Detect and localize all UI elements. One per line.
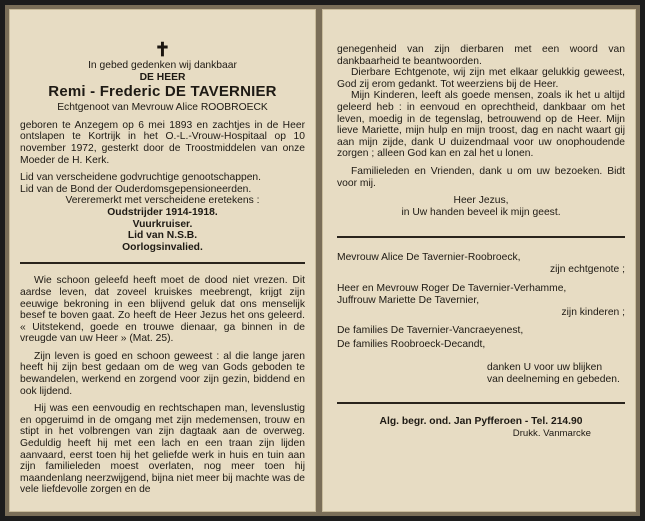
deceased-name: Remi - Frederic DE TAVERNIER	[48, 83, 277, 101]
de-heer-line: DE HEER	[139, 71, 186, 83]
mourner-2: Heer en Mevrouw Roger De Tavernier-Verhamme,	[337, 282, 567, 294]
paragraph-continued: genegenheid van zijn dierbaren met een woord van dankbaarheid te beantwoorden.	[337, 44, 625, 67]
memorial-card	[5, 5, 640, 516]
honor-item: Oorlogsinvalied.	[122, 241, 203, 253]
mourner-3: Juffrouw Mariette De Tavernier,	[337, 295, 480, 307]
mourner-1: Mevrouw Alice De Tavernier-Roobroeck,	[337, 252, 521, 264]
thanks-line-2: van deelneming en gebeden.	[487, 374, 620, 386]
paragraph-1: Wie schoon geleefd heeft moet de dood niet vrezen. Dit aardse leven, dat zoveel kruiskes meebrengt, krijgt zijn eeuwige bekroning in een blijvend geluk dat ons menselijk besef te boven gaat. Zo heeft de Heer Jezus het ons geleerd. « Uitstekend, goede en trouwe dienaar, ga binnen in de vreugde van uw Heer » (Mat. 25).	[20, 275, 305, 345]
paragraph-children: Mijn Kinderen, leeft als goede mensen, zoals ik het u altijd geleerd heb : in eenvoud en oprechtheid, dankbaar om het leven, moedig in de tegenslag, betrouwend op de Heer. Mijn lieve Mariette, mijn hulp en mijn troost, dag en nacht waart gij aan mijn zijde, dank U duizendmaal voor uw onophoudende zorgen ; alleen God kan en zal het u lonen.	[337, 90, 625, 160]
prayer-line-1: Heer Jezus,	[453, 195, 509, 207]
paragraph-2: Zijn leven is goed en schoon geweest : al die lange jaren heeft hij zijn best gedaan om de weg van Gods geboden te bewandelen, werkend en zorgend voor zijn gezin, biddend en ook lijdend.	[20, 350, 305, 397]
divider-rule	[337, 236, 625, 238]
membership-2: Lid van de Bond der Ouderdomsgepensioneerden.	[20, 183, 252, 195]
divider-rule	[20, 262, 305, 264]
birth-death-paragraph: geboren te Anzegem op 6 mei 1893 en zachtjes in de Heer ontslapen te Kortrijk in het O.-L.-Vrouw-Hospitaal op 10 november 1972, gesterkt door de Troostmiddelen van onze Moeder de H. Kerk.	[20, 119, 305, 166]
honor-item: Vuurkruiser.	[132, 218, 193, 230]
thanks-line-1: danken U voor uw blijken	[487, 362, 603, 374]
honor-item: Lid van N.S.B.	[127, 230, 198, 242]
intro-line: In gebed gedenken wij dankbaar	[88, 60, 237, 71]
mourner-1-role: zijn echtgenote ;	[550, 263, 625, 275]
mourner-5: De families Roobroeck-Decandt,	[337, 338, 486, 350]
honor-item: Oudstrijder 1914-1918.	[107, 206, 218, 218]
printer-credit: Drukk. Vanmarcke	[512, 427, 591, 439]
spouse-line: Echtgenoot van Mevrouw Alice ROOBROECK	[57, 102, 268, 114]
membership-1: Lid van verscheidene godvruchtige genootschappen.	[20, 172, 262, 184]
mourner-3-role: zijn kinderen ;	[561, 306, 625, 318]
divider-rule	[337, 402, 625, 404]
paragraph-family: Familieleden en Vrienden, dank u om uw bezoeken. Bidt voor mij.	[337, 165, 625, 189]
undertaker-line: Alg. begr. ond. Jan Pyfferoen - Tel. 214.90	[379, 415, 583, 427]
cross-icon: ✝	[154, 39, 171, 61]
honors-intro: Vereremerkt met verscheidene eretekens :	[65, 195, 260, 207]
paragraph-wife: Dierbare Echtgenote, wij zijn met elkaar gelukkig geweest, God zij erom gedankt. Tot weerziens bij de Heer.	[337, 67, 625, 90]
prayer-line-2: in Uw handen beveel ik mijn geest.	[401, 206, 561, 218]
mourner-4: De families De Tavernier-Vancraeyenest,	[337, 325, 524, 337]
paragraph-3: Hij was een eenvoudig en rechtschapen man, levenslustig en opgeruimd in de omgang met zijn medemensen, trouw en stipt in het volbrengen van zijn dagtaak aan de overweg. Geduldig heeft hij met een lach en een traan zijn lijden aanvaard, eerst toen hij het geliefde werk in huis en tuin aan zijn familieleden moest overlaten, nog meer toen hij maandenlang neerzwijgend, bijna niet meer bij machte was de vele liefdevolle zorgen en de	[20, 403, 305, 496]
left-page	[9, 9, 316, 512]
right-page	[322, 9, 636, 512]
